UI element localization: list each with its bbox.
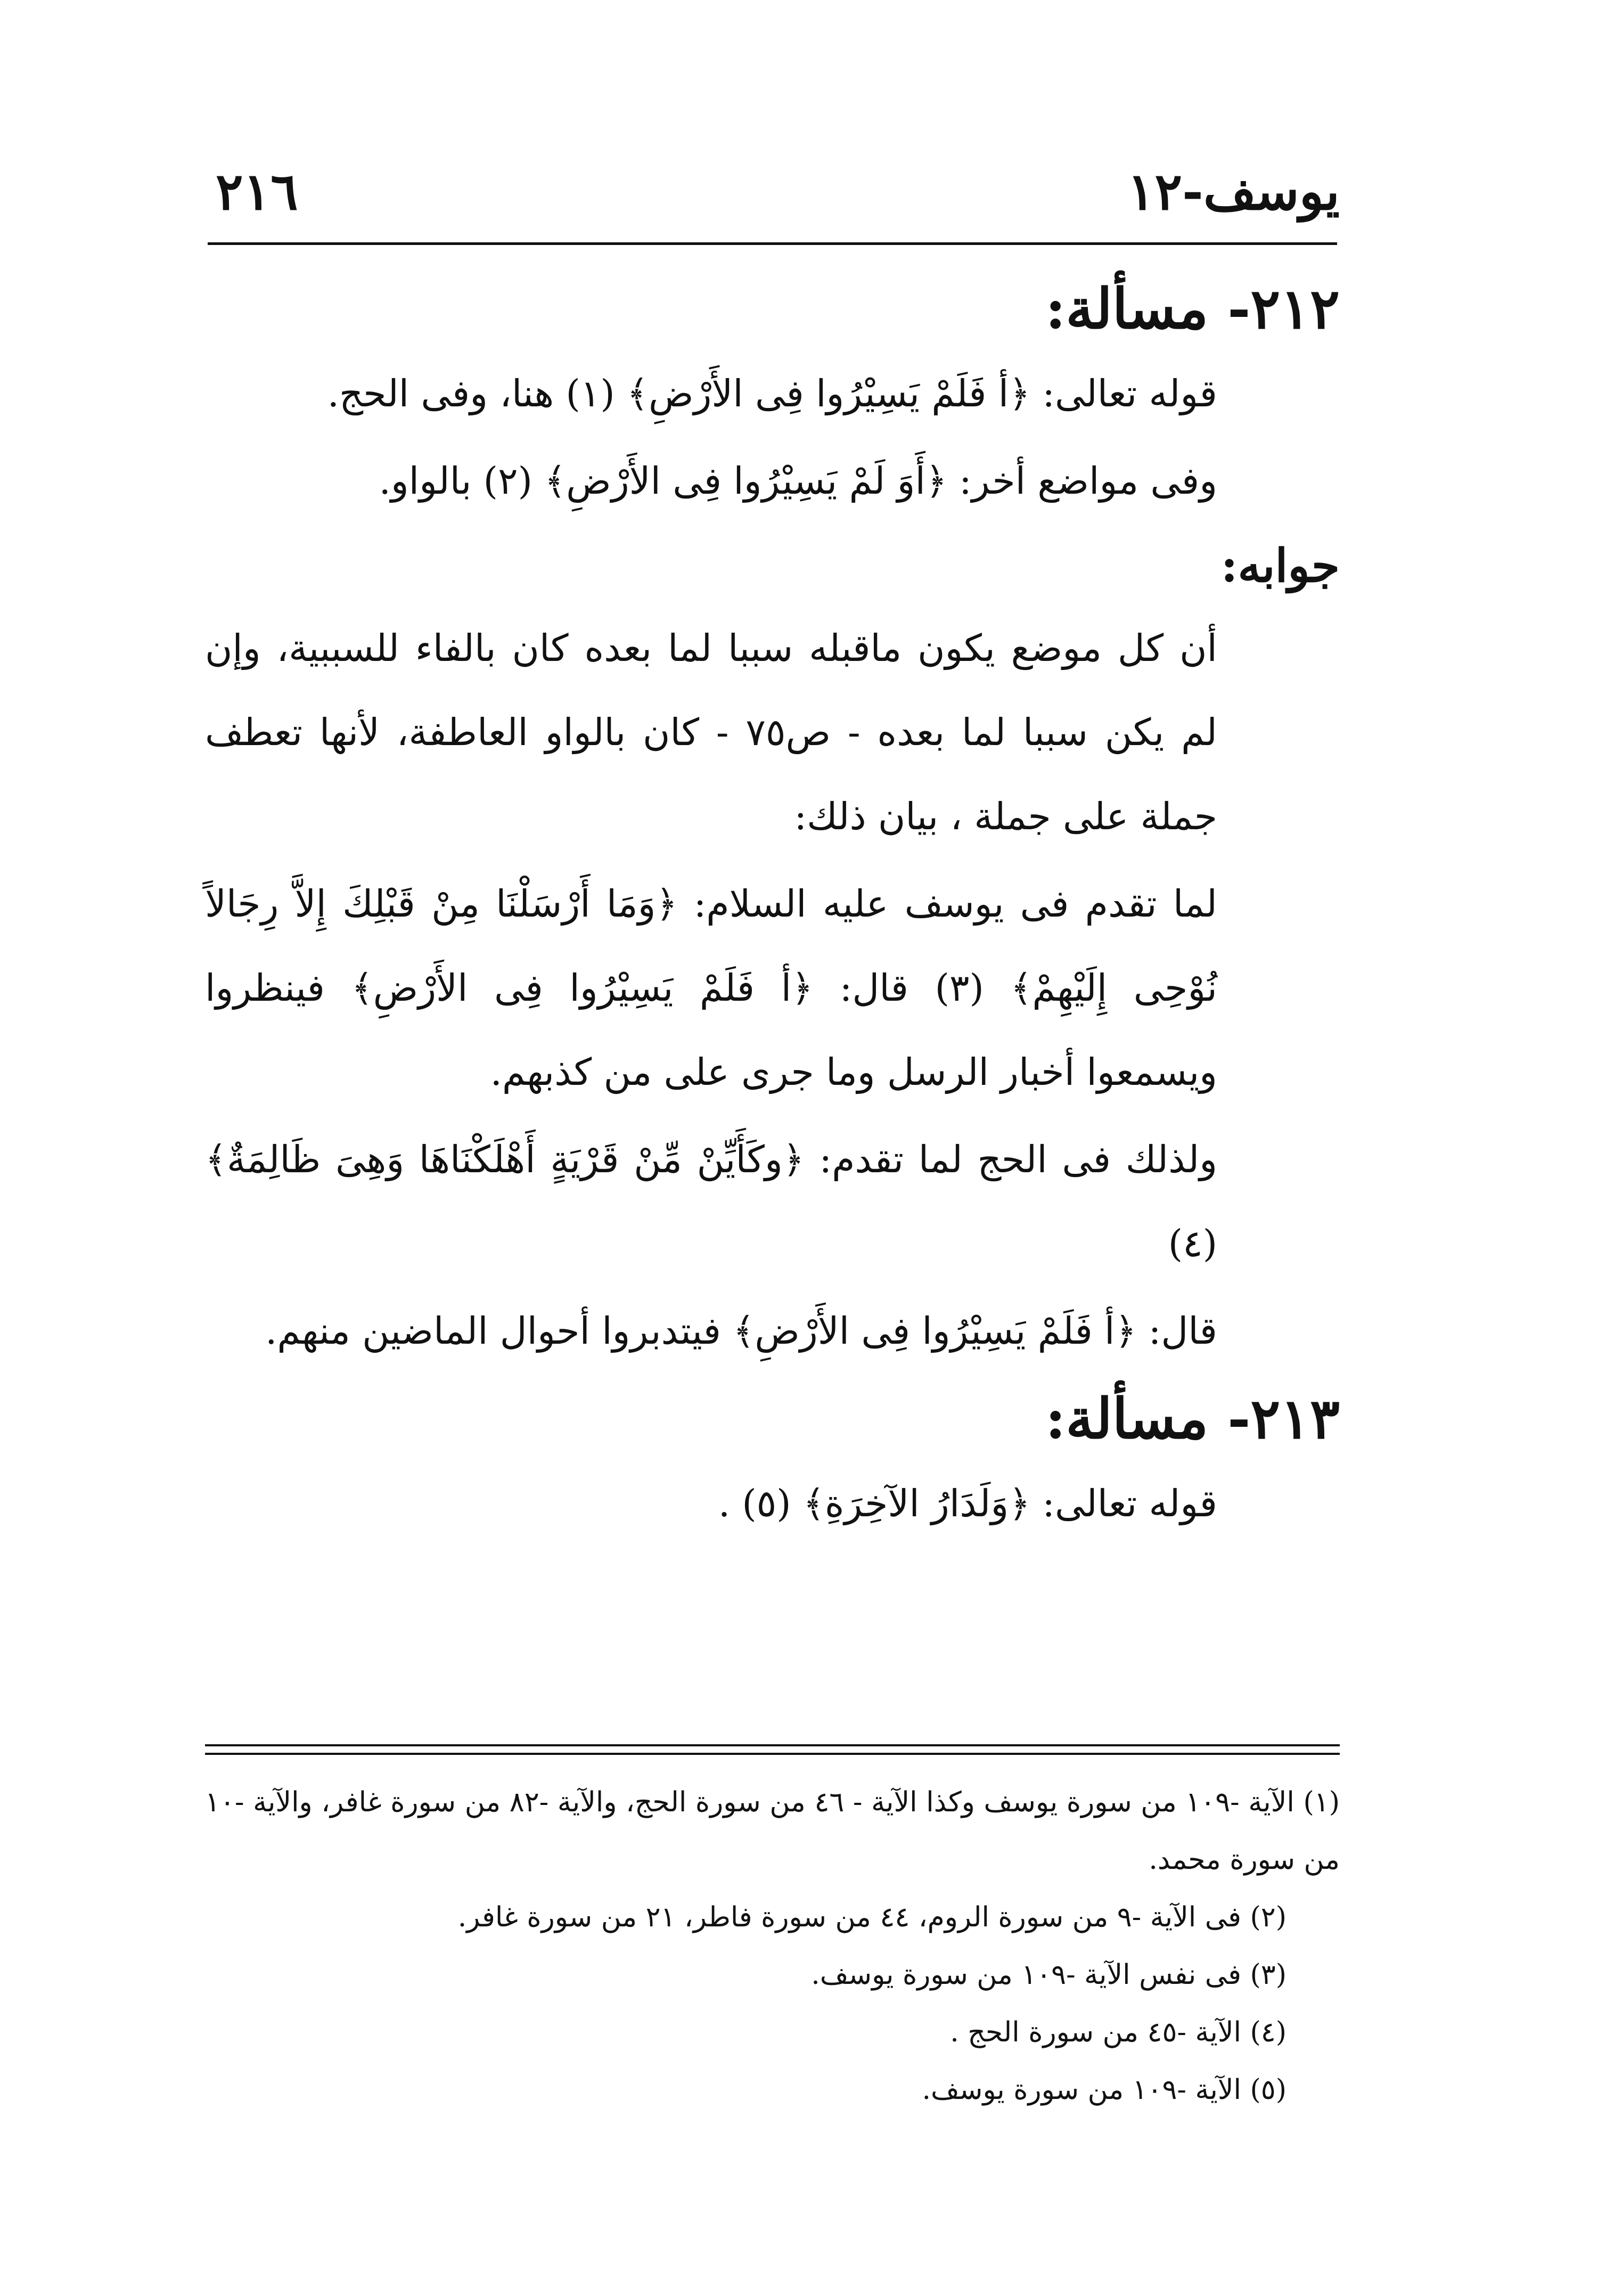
answer-paragraph: ولذلك فى الحج لما تقدم: ﴿وكَأَيِّنْ مِّنْ قَرْيَةٍ أَهْلَكْنَاهَا وَهِىَ ظَالِمَةٌ﴾ (٤): [205, 1138, 1217, 1265]
question-paragraph: وفى مواضع أخر: ﴿أَوَ لَمْ يَسِيْرُوا فِى الأَرْضِ﴾ (٢) بالواو.: [379, 459, 1217, 503]
answer-paragraph: أن كل موضع يكون ماقبله سببا لما بعده كان بالفاء للسببية، وإن لم يكن سببا لما بعده - ص٧٥ - كان بالواو العاطفة، لأنها تعطف جملة على جملة ، بيان ذلك:: [205, 626, 1217, 838]
footnote-separator: [205, 1744, 1340, 1755]
answer-label: جوابه:: [1220, 539, 1340, 593]
question-paragraph: قوله تعالى: ﴿وَلَدَارُ الآخِرَةِ﴾ (٥) .: [718, 1482, 1217, 1525]
footnote: (٣) فى نفس الآية -١٠٩ من سورة يوسف.: [811, 1959, 1287, 1991]
question-block: [205, 1461, 1340, 1546]
question-block: [205, 352, 1340, 523]
header-rule: [208, 242, 1337, 245]
footnote: (١) الآية -١٠٩ من سورة يوسف وكذا الآية - ٤٦ من سورة الحج، والآية -٨٢ من سورة غافر، والآية -١٠ من سورة محمد.: [205, 1786, 1340, 1876]
issue-heading: ٢١٣- مسألة:: [1045, 1386, 1340, 1451]
answer-paragraph: قال: ﴿أ فَلَمْ يَسِيْرُوا فِى الأَرْضِ﴾ فيتدبروا أحوال الماضين منهم.: [265, 1309, 1217, 1353]
question-paragraph: قوله تعالى: ﴿أ فَلَمْ يَسِيْرُوا فِى الأَرْضِ﴾ (١) هنا، وفى الحج.: [327, 372, 1217, 415]
main-text: [205, 266, 1340, 1549]
footnotes: [205, 1774, 1340, 2119]
issue-heading: ٢١٢- مسألة:: [1045, 276, 1340, 341]
footnote: (٥) الآية -١٠٩ من سورة يوسف.: [922, 2074, 1287, 2106]
answer-block: [205, 606, 1340, 1373]
issue-212: [205, 266, 1340, 1373]
footnote: (٤) الآية -٤٥ من سورة الحج .: [950, 2016, 1287, 2048]
answer-paragraph: لما تقدم فى يوسف عليه السلام: ﴿وَمَا أَرْسَلْنَا مِنْ قَبْلِكَ إِلاَّ رِجَالاً نُوْحِى إِلَيْهِمْ﴾ (٣) قال: ﴿أ فَلَمْ يَسِيْرُوا فِى الأَرْضِ﴾ فينظروا ويسمعوا أخبار الرسل وما جرى على من كذبهم.: [205, 882, 1218, 1094]
running-header-title: يوسف-١٢: [1127, 161, 1340, 222]
issue-213: [205, 1376, 1340, 1546]
footnote: (٢) فى الآية -٩ من سورة الروم، ٤٤ من سورة فاطر، ٢١ من سورة غافر.: [457, 1901, 1287, 1933]
page-number: ٢١٦: [216, 161, 298, 222]
